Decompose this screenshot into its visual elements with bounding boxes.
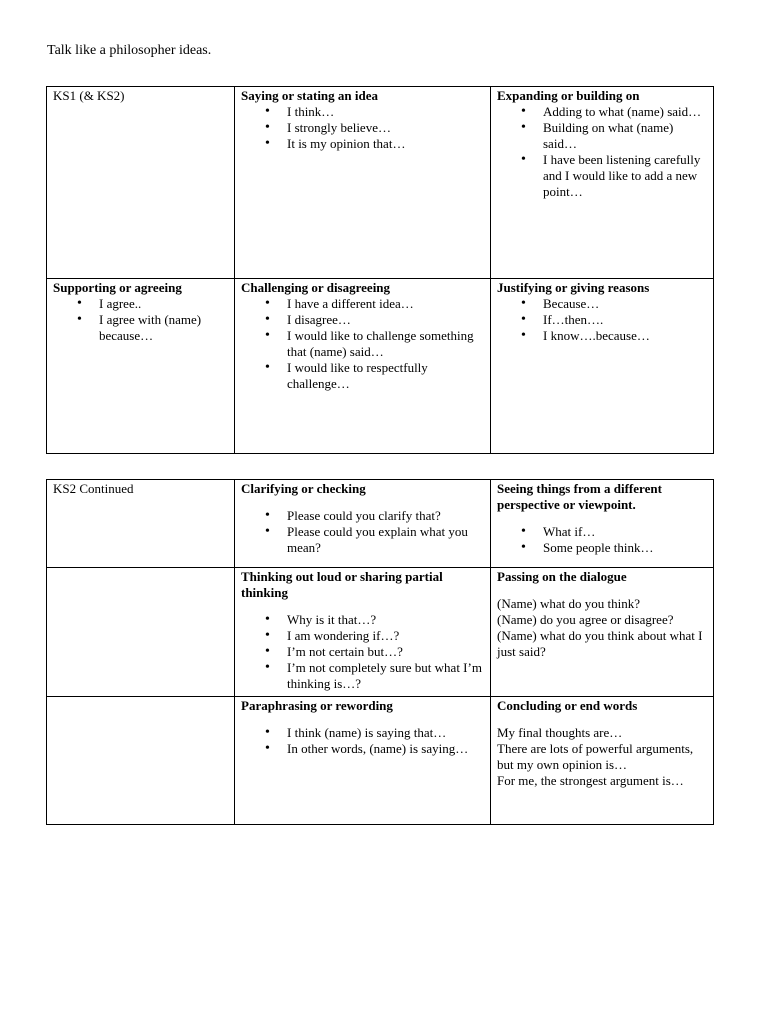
justifying-reasons-heading: Justifying or giving reasons <box>497 280 650 295</box>
different-perspective-cell <box>491 480 714 568</box>
ks2-phrases-table <box>46 479 714 825</box>
clarifying-checking-list <box>241 508 484 556</box>
table-row <box>47 697 714 825</box>
clarifying-checking-cell <box>235 480 491 568</box>
list-item: • I’m not certain but…? <box>287 644 484 660</box>
expanding-building-cell <box>491 87 714 279</box>
different-perspective-heading: Seeing things from a different perspective or viewpoint. <box>497 481 662 512</box>
thinking-out-loud-heading: Thinking out loud or sharing partial thinking <box>241 569 443 600</box>
list-item: • I think… <box>287 104 484 120</box>
paraphrasing-rewording-list <box>241 725 484 757</box>
list-item: • I disagree… <box>287 312 484 328</box>
ks2-label-cell <box>47 480 235 568</box>
passing-dialogue-heading: Passing on the dialogue <box>497 569 627 584</box>
list-item: • Adding to what (name) said… <box>543 104 707 120</box>
list-item: • I agree with (name) because… <box>99 312 228 344</box>
list-item: • I have a different idea… <box>287 296 484 312</box>
ks1-phrases-table <box>46 86 714 454</box>
passing-dialogue-cell <box>491 568 714 697</box>
expanding-building-list <box>497 104 707 200</box>
text-line: My final thoughts are… <box>497 725 623 740</box>
list-item: • I’m not completely sure but what I’m thinking is…? <box>287 660 484 692</box>
list-item: • If…then…. <box>543 312 707 328</box>
text-line: There are lots of powerful arguments, but my own opinion is… <box>497 741 694 772</box>
list-item: • I think (name) is saying that… <box>287 725 484 741</box>
list-item: • I have been listening carefully and I would like to add a new point… <box>543 152 707 200</box>
ks2-label: KS2 Continued <box>53 481 134 496</box>
list-item: • Please could you explain what you mean? <box>287 524 484 556</box>
justifying-reasons-list <box>497 296 707 344</box>
table-row <box>47 480 714 568</box>
list-item: • Building on what (name) said… <box>543 120 707 152</box>
text-line: (Name) do you agree or disagree? <box>497 612 674 627</box>
text-line: For me, the strongest argument is… <box>497 773 684 788</box>
list-item: • In other words, (name) is saying… <box>287 741 484 757</box>
concluding-end-words-cell <box>491 697 714 825</box>
table-row <box>47 279 714 454</box>
paraphrasing-rewording-cell <box>235 697 491 825</box>
passing-dialogue-lines <box>497 596 707 660</box>
text-line: (Name) what do you think? <box>497 596 640 611</box>
list-item: • I strongly believe… <box>287 120 484 136</box>
justifying-reasons-cell <box>491 279 714 454</box>
empty-cell <box>47 568 235 697</box>
clarifying-checking-heading: Clarifying or checking <box>241 481 366 496</box>
list-item: • Why is it that…? <box>287 612 484 628</box>
list-item: • I would like to challenge something that (name) said… <box>287 328 484 360</box>
list-item: • What if… <box>543 524 707 540</box>
supporting-agreeing-heading: Supporting or agreeing <box>53 280 182 295</box>
thinking-out-loud-cell <box>235 568 491 697</box>
paraphrasing-rewording-heading: Paraphrasing or rewording <box>241 698 393 713</box>
table-row <box>47 87 714 279</box>
challenging-disagreeing-cell <box>235 279 491 454</box>
concluding-end-words-lines <box>497 725 707 789</box>
table-row <box>47 568 714 697</box>
challenging-disagreeing-list <box>241 296 484 392</box>
list-item: • I agree.. <box>99 296 228 312</box>
saying-stating-heading: Saying or stating an idea <box>241 88 379 103</box>
challenging-disagreeing-heading: Challenging or disagreeing <box>241 280 391 295</box>
document-title: Talk like a philosopher ideas. <box>47 43 212 58</box>
supporting-agreeing-list <box>53 296 228 344</box>
list-item: • Because… <box>543 296 707 312</box>
ks1-label: KS1 (& KS2) <box>53 88 125 103</box>
empty-cell <box>47 697 235 825</box>
saying-stating-list <box>241 104 484 152</box>
expanding-building-heading: Expanding or building on <box>497 88 640 103</box>
thinking-out-loud-list <box>241 612 484 692</box>
supporting-agreeing-cell <box>47 279 235 454</box>
concluding-end-words-heading: Concluding or end words <box>497 698 638 713</box>
different-perspective-list <box>497 524 707 556</box>
ks1-label-cell <box>47 87 235 279</box>
list-item: • I know….because… <box>543 328 707 344</box>
list-item: • Please could you clarify that? <box>287 508 484 524</box>
list-item: • I am wondering if…? <box>287 628 484 644</box>
text-line: (Name) what do you think about what I just said? <box>497 628 703 659</box>
saying-stating-cell <box>235 87 491 279</box>
list-item: • Some people think… <box>543 540 707 556</box>
list-item: • I would like to respectfully challenge… <box>287 360 484 392</box>
list-item: • It is my opinion that… <box>287 136 484 152</box>
